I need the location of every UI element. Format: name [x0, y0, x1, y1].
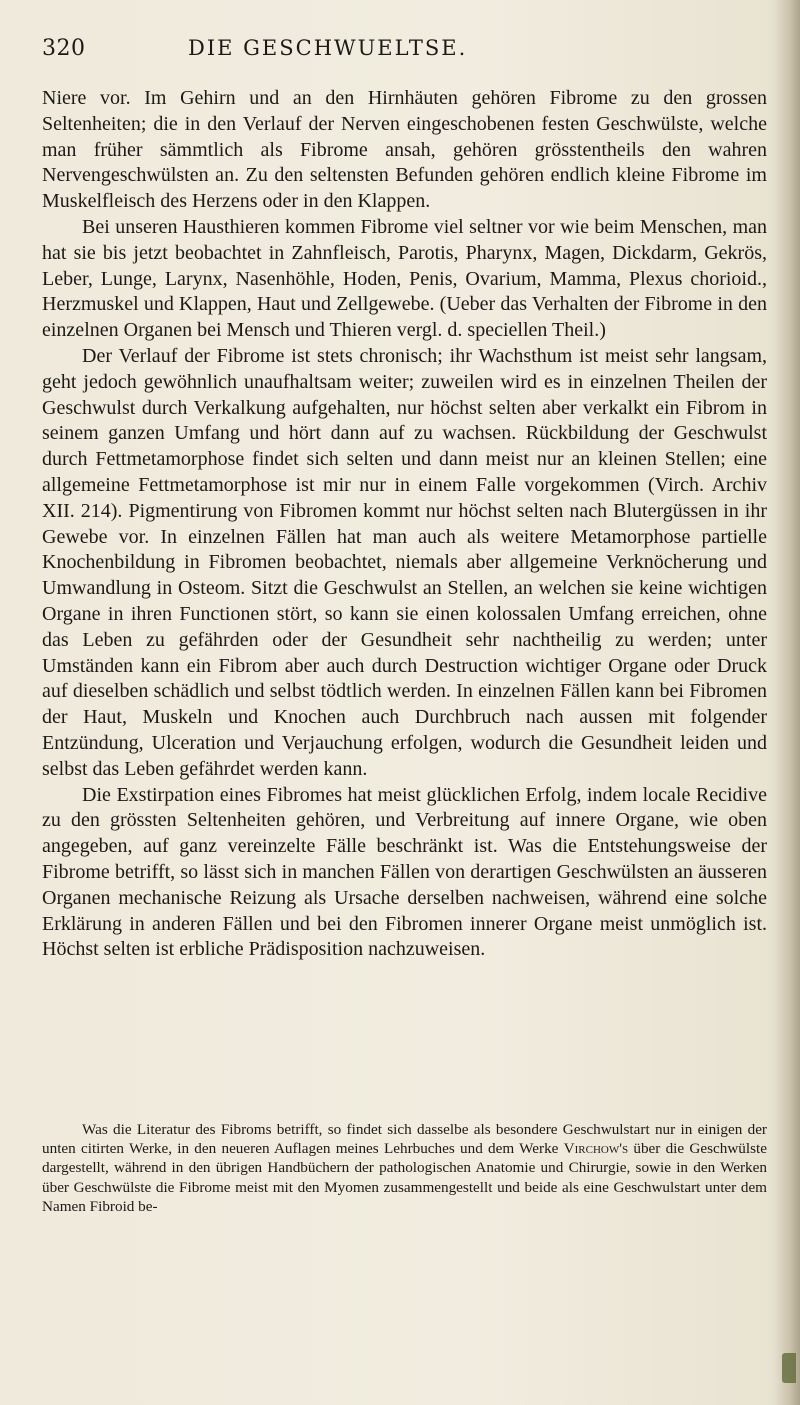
running-head: DIE GESCHWUELTSE.	[188, 36, 468, 60]
page-corner-tab	[782, 1353, 796, 1383]
paragraph-4: Die Exstirpation eines Fibromes hat meist glücklichen Erfolg, indem locale Recidive zu den grössten Seltenheiten gehören, und Verbreitung auf innere Organe, wie oben angegeben, auf ganz vereinzelte Fälle beschränkt ist. Was die Entstehungsweise der Fibrome betrifft, so lässt sich in manchen Fällen von derartigen Geschwülsten an äusseren Organen mechanische Reizung als Ursache derselben nachweisen, während eine solche Erklärung in anderen Fällen und bei den Fibromen innerer Organe meist unmöglich ist. Höchst selten ist erbliche Prädisposition nachzuweisen.	[42, 783, 767, 961]
paragraph-3: Der Verlauf der Fibrome ist stets chronisch; ihr Wachsthum ist meist sehr langsam, geht jedoch gewöhnlich unaufhaltsam weiter; zuweilen wird es in einzelnen Theilen der Geschwulst durch Verkalkung aufgehalten, nur höchst selten aber verkalkt ein Fibrom in seinem ganzen Umfang und hört dann auf zu wachsen. Rückbildung der Geschwulst durch Fettmetamorphose findet sich selten und dann meist nur an kleinen Stellen; eine allgemeine Fettmetamorphose ist mir nur in einem Falle vorgekommen (Virch. Archiv XII. 214). Pigmentirung von Fibromen kommt nur höchst selten nach Blutergüssen in ihr Gewebe vor. In einzelnen Fällen hat man auch als weitere Metamorphose partielle Knochenbildung in Fibromen beobachtet, niemals aber allgemeine Verknöcherung und Umwandlung in Osteom. Sitzt die Geschwulst an Stellen, an welchen sie keine wichtigen Organe in ihren Functionen stört, so kann sie einen kolossalen Umfang erreichen, ohne das Leben zu gefährden oder der Gesundheit sehr nachtheilig zu werden; unter Umständen kann ein Fibrom aber auch durch Destruction wichtiger Organe oder Druck auf dieselben schädlich und selbst tödtlich werden. In einzelnen Fällen kann bei Fibromen der Haut, Muskeln und Knochen auch Durchbruch nach aussen mit folgender Entzündung, Ulceration und Verjauchung erfolgen, wodurch die Gesundheit leiden und selbst das Leben gefährdet werden kann.	[42, 344, 767, 780]
main-text	[42, 86, 767, 963]
page-edge-shadow	[774, 0, 800, 1405]
page-number: 320	[42, 36, 86, 61]
page-header	[42, 36, 772, 66]
paragraph-2: Bei unseren Hausthieren kommen Fibrome viel seltner vor wie beim Menschen, man hat sie bis jetzt beobachtet in Zahnfleisch, Parotis, Pharynx, Magen, Dickdarm, Gekrös, Leber, Lunge, Larynx, Nasenhöhle, Hoden, Penis, Ovarium, Mamma, Plexus chorioid., Herzmuskel und Klappen, Haut und Zellgewebe. (Ueber das Verhalten der Fibrome in den einzelnen Organen bei Mensch und Thieren vergl. d. speciellen Theil.)	[42, 215, 767, 342]
footnote-text-end: über die Geschwülste dargestellt, während in den übrigen Handbüchern der pathologischen Anatomie und Chirurgie, sowie in den Werken über Geschwülste die Fibrome meist mit den Myomen zusammengestellt und beide als eine Geschwulstart unter dem Namen Fibroid be-	[42, 1140, 767, 1215]
paragraph-1: Niere vor. Im Gehirn und an den Hirnhäuten gehören Fibrome zu den grossen Seltenheiten; die in den Verlauf der Nerven eingeschobenen festen Geschwülste, welche man früher sämmtlich als Fibrome ansah, gehören grösstentheils den wahren Nervengeschwülsten an. Zu den seltensten Befunden gehören endlich kleine Fibrome im Muskelfleisch des Herzens oder in den Klappen.	[42, 87, 767, 213]
footnote-text-start: Was die Literatur des Fibroms betrifft, so findet sich dasselbe als besondere Geschwulstart nur in einigen der unten citirten Werke, in den neueren Auflagen meines Lehrbuches und dem Werke	[42, 1121, 767, 1158]
footnote	[42, 1120, 767, 1216]
footnote-author: Virchow's	[563, 1140, 629, 1158]
